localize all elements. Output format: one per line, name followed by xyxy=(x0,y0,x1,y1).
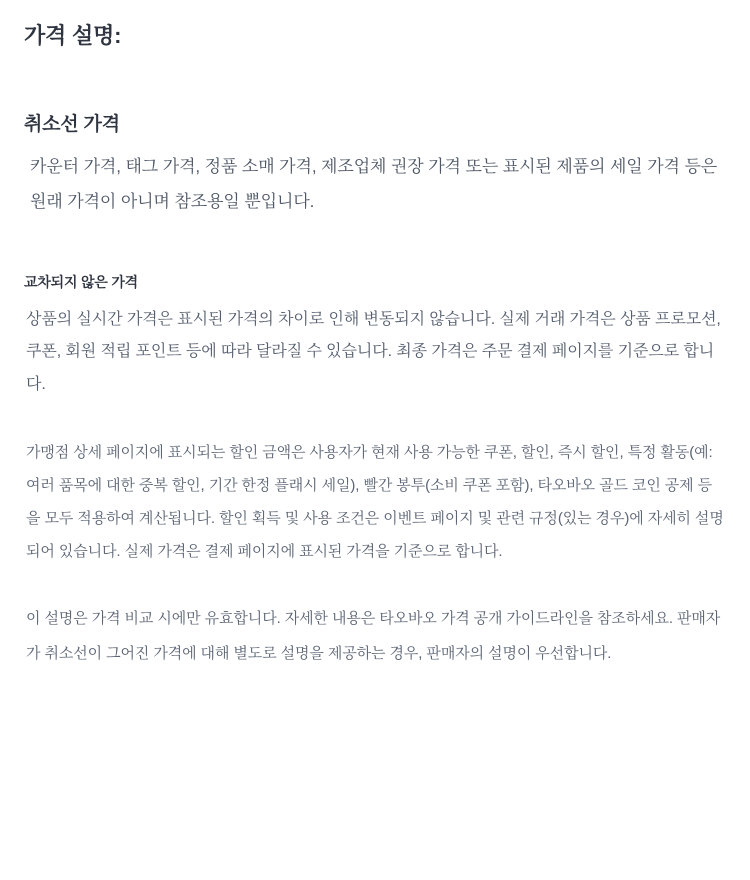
section-heading-strikethrough-price: 취소선 가격 xyxy=(24,114,120,135)
page-title: 가격 설명: xyxy=(24,23,122,48)
paragraph-disclaimer: 이 설명은 가격 비교 시에만 유효합니다. 자세한 내용은 타오바오 가격 공개 가이드라인을 참조하세요. 판매자가 취소선이 그어진 가격에 대해 별도로 설명을 제공하는 경우, 판매자의 설명이 우선합니다. xyxy=(26,610,721,662)
section-non-crossed-price xyxy=(24,220,726,402)
section-body-non-crossed-price: 상품의 실시간 가격은 표시된 가격의 차이로 인해 변동되지 않습니다. 실제 거래 가격은 상품 프로모션, 쿠폰, 회원 적립 포인트 등에 따라 달라질 수 있습니다. 최종 가격은 주문 결제 페이지를 기준으로 합니다. xyxy=(26,310,721,394)
paragraph-discount-calculation: 가맹점 상세 페이지에 표시되는 할인 금액은 사용자가 현재 사용 가능한 쿠폰, 할인, 즉시 할인, 특정 활동(예: 여러 품목에 대한 중복 할인, 기간 한정 플래시 세일), 빨간 봉투(소비 쿠폰 포함), 타오바오 골드 코인 공제 등을 모두 적용하여 계산됩니다. 할인 획득 및 사용 조건은 이벤트 페이지 및 관련 규정(있는 경우)에 자세히 설명되어 있습니다. 실제 가격은 결제 페이지에 표시된 가격을 기준으로 합니다. xyxy=(26,444,724,561)
section-strikethrough-price xyxy=(24,50,726,220)
section-body-strikethrough-price: 카운터 가격, 태그 가격, 정품 소매 가격, 제조업체 권장 가격 또는 표시된 제품의 세일 가격 등은 원래 가격이 아니며 참조용일 뿐입니다. xyxy=(30,157,718,211)
section-heading-non-crossed-price: 교차되지 않은 가격 xyxy=(24,273,138,290)
